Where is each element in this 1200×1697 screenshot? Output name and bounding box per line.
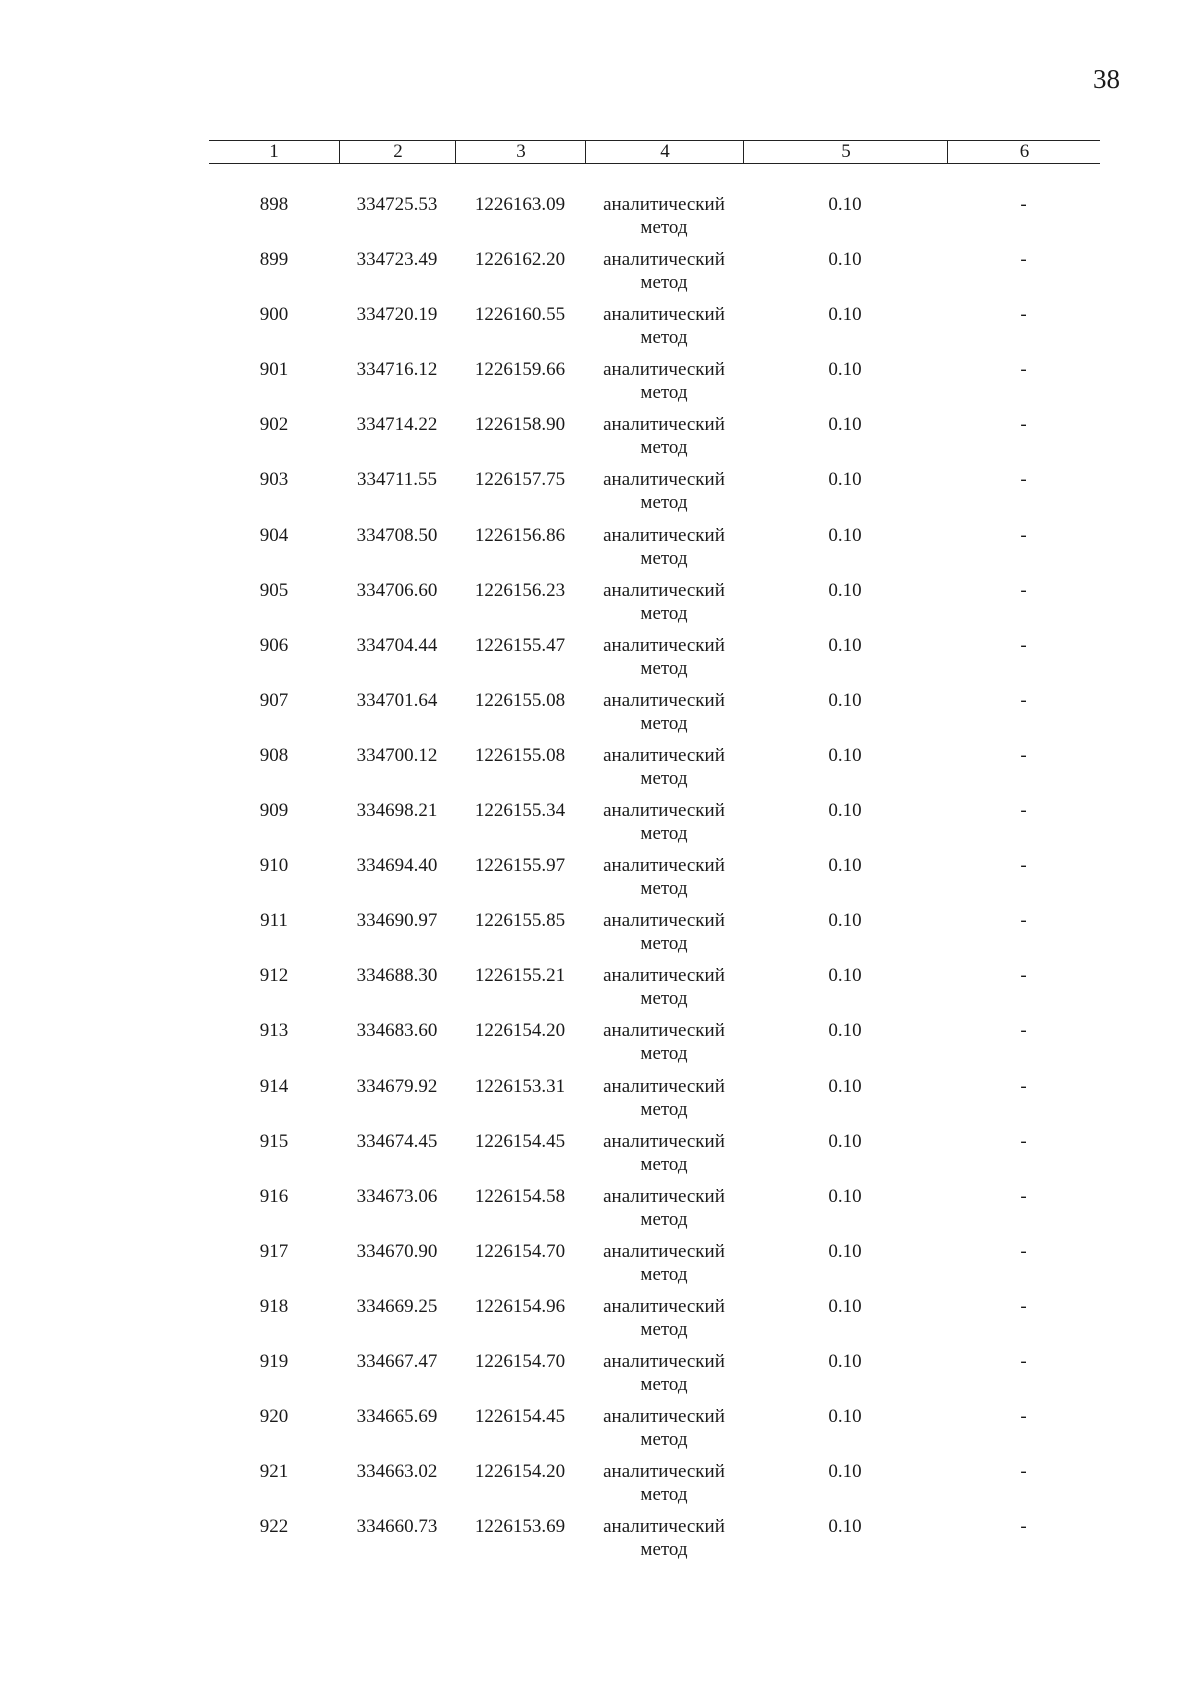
accuracy-cell: 0.10 [828, 1516, 862, 1538]
accuracy-cell: 0.10 [828, 855, 862, 877]
y-coordinate-cell: 1226154.96 [474, 1295, 566, 1317]
method-cell [585, 1075, 743, 1121]
note-cell: - [1020, 1516, 1027, 1538]
method-text: метод [640, 1098, 688, 1120]
x-coordinate-cell: 334694.40 [356, 855, 438, 877]
method-cell [585, 1460, 743, 1506]
method-text: метод [640, 823, 688, 845]
table-row [209, 799, 1100, 854]
note-cell: - [1020, 910, 1027, 932]
accuracy-cell: 0.10 [828, 304, 862, 326]
method-text: метод [640, 767, 688, 789]
accuracy-cell: 0.10 [828, 249, 862, 271]
y-coordinate-cell: 1226154.70 [474, 1240, 566, 1262]
table-row [209, 909, 1100, 964]
x-coordinate-cell: 334720.19 [356, 304, 438, 326]
y-coordinate-cell: 1226163.09 [474, 194, 566, 215]
x-coordinate-cell: 334674.45 [356, 1130, 438, 1152]
x-coordinate-cell: 334679.92 [356, 1075, 438, 1097]
table-row [209, 358, 1100, 413]
table-row [209, 248, 1100, 303]
accuracy-cell: 0.10 [828, 1185, 862, 1207]
table-row [209, 413, 1100, 468]
note-cell: - [1020, 414, 1027, 436]
method-cell [585, 1185, 743, 1231]
method-text: аналитический [603, 1516, 725, 1538]
note-cell: - [1020, 469, 1027, 491]
x-coordinate-cell: 334698.21 [356, 800, 438, 822]
method-cell [585, 303, 743, 349]
x-coordinate-cell: 334663.02 [356, 1461, 438, 1483]
table-row [209, 303, 1100, 358]
method-text: метод [640, 878, 688, 900]
method-text: метод [640, 1429, 688, 1451]
method-text: метод [640, 327, 688, 349]
table-row [209, 1350, 1100, 1405]
y-coordinate-cell: 1226154.45 [474, 1406, 566, 1428]
table-row [209, 634, 1100, 689]
y-coordinate-cell: 1226153.31 [474, 1075, 566, 1097]
column-header-5: 5 [743, 141, 948, 163]
y-coordinate-cell: 1226153.69 [474, 1516, 566, 1538]
method-cell [585, 468, 743, 514]
method-text: метод [640, 492, 688, 514]
column-header-1: 1 [269, 141, 279, 162]
accuracy-cell: 0.10 [828, 1075, 862, 1097]
table-row [209, 1405, 1100, 1460]
point-number-cell: 911 [260, 910, 288, 932]
x-coordinate-cell: 334683.60 [356, 1020, 438, 1042]
method-text: метод [640, 1373, 688, 1395]
table-body [209, 193, 1100, 1570]
note-cell: - [1020, 194, 1027, 215]
method-text: аналитический [603, 800, 725, 822]
method-cell [585, 799, 743, 845]
accuracy-cell: 0.10 [828, 1020, 862, 1042]
accuracy-cell: 0.10 [828, 910, 862, 932]
method-text: аналитический [603, 524, 725, 546]
method-cell [585, 1295, 743, 1341]
point-number-cell: 918 [259, 1295, 289, 1317]
method-text: метод [640, 1318, 688, 1340]
method-text: аналитический [603, 1240, 725, 1262]
page-number: 38 [1093, 64, 1120, 94]
note-cell: - [1020, 855, 1027, 877]
note-cell: - [1020, 965, 1027, 987]
method-text: аналитический [603, 744, 725, 766]
method-text: метод [640, 382, 688, 404]
table-row [209, 1240, 1100, 1295]
method-cell [585, 689, 743, 735]
method-text: метод [640, 988, 688, 1010]
method-text: аналитический [603, 194, 725, 215]
method-cell [585, 1019, 743, 1065]
accuracy-cell: 0.10 [828, 359, 862, 381]
x-coordinate-cell: 334669.25 [356, 1295, 438, 1317]
x-coordinate-cell: 334660.73 [356, 1516, 438, 1538]
method-text: аналитический [603, 1185, 725, 1207]
x-coordinate-cell: 334670.90 [356, 1240, 438, 1262]
method-text: аналитический [603, 855, 725, 877]
y-coordinate-cell: 1226160.55 [474, 304, 566, 326]
table-row [209, 964, 1100, 1019]
method-text: метод [640, 547, 688, 569]
note-cell: - [1020, 689, 1027, 711]
table-row [209, 1019, 1100, 1074]
point-number-cell: 907 [259, 689, 289, 711]
accuracy-cell: 0.10 [828, 1130, 862, 1152]
method-cell [585, 1515, 743, 1561]
method-text: метод [640, 933, 688, 955]
method-cell [585, 744, 743, 790]
accuracy-cell: 0.10 [828, 1461, 862, 1483]
table-row [209, 1185, 1100, 1240]
x-coordinate-cell: 334690.97 [356, 910, 438, 932]
x-coordinate-cell: 334714.22 [356, 414, 438, 436]
x-coordinate-cell: 334716.12 [356, 359, 438, 381]
table-row [209, 579, 1100, 634]
point-number-cell: 901 [259, 359, 289, 381]
method-text: метод [640, 437, 688, 459]
y-coordinate-cell: 1226154.70 [474, 1350, 566, 1372]
y-coordinate-cell: 1226155.47 [474, 634, 566, 656]
method-cell [585, 579, 743, 625]
point-number-cell: 905 [259, 579, 289, 601]
method-text: аналитический [603, 1350, 725, 1372]
note-cell: - [1020, 1020, 1027, 1042]
point-number-cell: 913 [259, 1020, 289, 1042]
note-cell: - [1020, 1461, 1027, 1483]
accuracy-cell: 0.10 [828, 800, 862, 822]
table-row [209, 1515, 1100, 1570]
accuracy-cell: 0.10 [828, 524, 862, 546]
method-text: аналитический [603, 304, 725, 326]
accuracy-cell: 0.10 [828, 414, 862, 436]
y-coordinate-cell: 1226155.21 [474, 965, 566, 987]
note-cell: - [1020, 1185, 1027, 1207]
table-row [209, 524, 1100, 579]
method-cell [585, 1130, 743, 1176]
method-cell [585, 964, 743, 1010]
y-coordinate-cell: 1226156.86 [474, 524, 566, 546]
method-text: аналитический [603, 1406, 725, 1428]
x-coordinate-cell: 334667.47 [356, 1350, 438, 1372]
y-coordinate-cell: 1226154.20 [474, 1020, 566, 1042]
method-cell [585, 413, 743, 459]
accuracy-cell: 0.10 [828, 579, 862, 601]
method-text: метод [640, 1043, 688, 1065]
point-number-cell: 900 [259, 304, 289, 326]
x-coordinate-cell: 334725.53 [356, 194, 438, 215]
point-number-cell: 898 [259, 194, 289, 215]
accuracy-cell: 0.10 [828, 1350, 862, 1372]
y-coordinate-cell: 1226154.20 [474, 1461, 566, 1483]
y-coordinate-cell: 1226159.66 [474, 359, 566, 381]
method-text: метод [640, 1539, 688, 1561]
table-row [209, 854, 1100, 909]
point-number-cell: 922 [259, 1516, 289, 1538]
table-header-row [209, 140, 1100, 164]
x-coordinate-cell: 334688.30 [356, 965, 438, 987]
method-text: аналитический [603, 1130, 725, 1152]
y-coordinate-cell: 1226155.08 [474, 689, 566, 711]
point-number-cell: 906 [259, 634, 289, 656]
accuracy-cell: 0.10 [828, 634, 862, 656]
method-text: аналитический [603, 1295, 725, 1317]
note-cell: - [1020, 1075, 1027, 1097]
method-cell [585, 1350, 743, 1396]
point-number-cell: 909 [259, 800, 289, 822]
note-cell: - [1020, 1406, 1027, 1428]
y-coordinate-cell: 1226155.08 [474, 744, 566, 766]
method-text: аналитический [603, 1075, 725, 1097]
point-number-cell: 921 [259, 1461, 289, 1483]
accuracy-cell: 0.10 [828, 1240, 862, 1262]
y-coordinate-cell: 1226157.75 [474, 469, 566, 491]
note-cell: - [1020, 579, 1027, 601]
table-row [209, 468, 1100, 523]
y-coordinate-cell: 1226155.85 [474, 910, 566, 932]
method-cell [585, 1240, 743, 1286]
method-text: метод [640, 1208, 688, 1230]
point-number-cell: 915 [259, 1130, 289, 1152]
method-text: аналитический [603, 359, 725, 381]
method-cell [585, 248, 743, 294]
method-text: аналитический [603, 579, 725, 601]
note-cell: - [1020, 634, 1027, 656]
accuracy-cell: 0.10 [828, 744, 862, 766]
method-cell [585, 524, 743, 570]
point-number-cell: 903 [259, 469, 289, 491]
y-coordinate-cell: 1226155.34 [474, 800, 566, 822]
method-text: метод [640, 1263, 688, 1285]
method-text: аналитический [603, 469, 725, 491]
method-text: аналитический [603, 1020, 725, 1042]
y-coordinate-cell: 1226154.45 [474, 1130, 566, 1152]
column-header-3: 3 [455, 141, 586, 163]
accuracy-cell: 0.10 [828, 689, 862, 711]
note-cell: - [1020, 1130, 1027, 1152]
accuracy-cell: 0.10 [828, 965, 862, 987]
method-cell [585, 854, 743, 900]
table-row [209, 1295, 1100, 1350]
x-coordinate-cell: 334708.50 [356, 524, 438, 546]
point-number-cell: 919 [259, 1350, 289, 1372]
y-coordinate-cell: 1226156.23 [474, 579, 566, 601]
method-cell [585, 634, 743, 680]
method-text: метод [640, 1153, 688, 1175]
note-cell: - [1020, 1240, 1027, 1262]
method-text: метод [640, 272, 688, 294]
method-text: аналитический [603, 634, 725, 656]
note-cell: - [1020, 304, 1027, 326]
note-cell: - [1020, 1295, 1027, 1317]
table-row [209, 689, 1100, 744]
method-text: метод [640, 657, 688, 679]
point-number-cell: 904 [259, 524, 289, 546]
method-text: метод [640, 1484, 688, 1506]
y-coordinate-cell: 1226154.58 [474, 1185, 566, 1207]
note-cell: - [1020, 744, 1027, 766]
method-text: аналитический [603, 414, 725, 436]
x-coordinate-cell: 334706.60 [356, 579, 438, 601]
column-header-2: 2 [339, 141, 456, 163]
point-number-cell: 914 [259, 1075, 289, 1097]
method-text: аналитический [603, 249, 725, 271]
method-cell [585, 193, 743, 239]
method-text: метод [640, 712, 688, 734]
point-number-cell: 916 [259, 1185, 289, 1207]
note-cell: - [1020, 359, 1027, 381]
table-row [209, 744, 1100, 799]
x-coordinate-cell: 334701.64 [356, 689, 438, 711]
coordinates-table [209, 140, 1100, 1561]
x-coordinate-cell: 334700.12 [356, 744, 438, 766]
point-number-cell: 902 [259, 414, 289, 436]
x-coordinate-cell: 334711.55 [356, 469, 438, 491]
table-row [209, 1460, 1100, 1515]
table-row [209, 1075, 1100, 1130]
column-header-6: 6 [947, 141, 1101, 163]
column-header-4: 4 [585, 141, 744, 163]
method-cell [585, 909, 743, 955]
method-text: метод [640, 217, 688, 238]
accuracy-cell: 0.10 [828, 1295, 862, 1317]
method-text: метод [640, 602, 688, 624]
x-coordinate-cell: 334665.69 [356, 1406, 438, 1428]
method-text: аналитический [603, 689, 725, 711]
table-row [209, 1130, 1100, 1185]
method-text: аналитический [603, 965, 725, 987]
point-number-cell: 899 [259, 249, 289, 271]
point-number-cell: 920 [259, 1406, 289, 1428]
y-coordinate-cell: 1226158.90 [474, 414, 566, 436]
method-text: аналитический [603, 910, 725, 932]
method-cell [585, 1405, 743, 1451]
note-cell: - [1020, 800, 1027, 822]
note-cell: - [1020, 524, 1027, 546]
table-row [209, 193, 1100, 248]
accuracy-cell: 0.10 [828, 469, 862, 491]
x-coordinate-cell: 334723.49 [356, 249, 438, 271]
point-number-cell: 917 [259, 1240, 289, 1262]
note-cell: - [1020, 1350, 1027, 1372]
x-coordinate-cell: 334673.06 [356, 1185, 438, 1207]
y-coordinate-cell: 1226155.97 [474, 855, 566, 877]
point-number-cell: 910 [259, 855, 289, 877]
point-number-cell: 908 [259, 744, 289, 766]
accuracy-cell: 0.10 [828, 194, 862, 215]
y-coordinate-cell: 1226162.20 [474, 249, 566, 271]
point-number-cell: 912 [259, 965, 289, 987]
method-cell [585, 358, 743, 404]
x-coordinate-cell: 334704.44 [356, 634, 438, 656]
accuracy-cell: 0.10 [828, 1406, 862, 1428]
note-cell: - [1020, 249, 1027, 271]
method-text: аналитический [603, 1461, 725, 1483]
